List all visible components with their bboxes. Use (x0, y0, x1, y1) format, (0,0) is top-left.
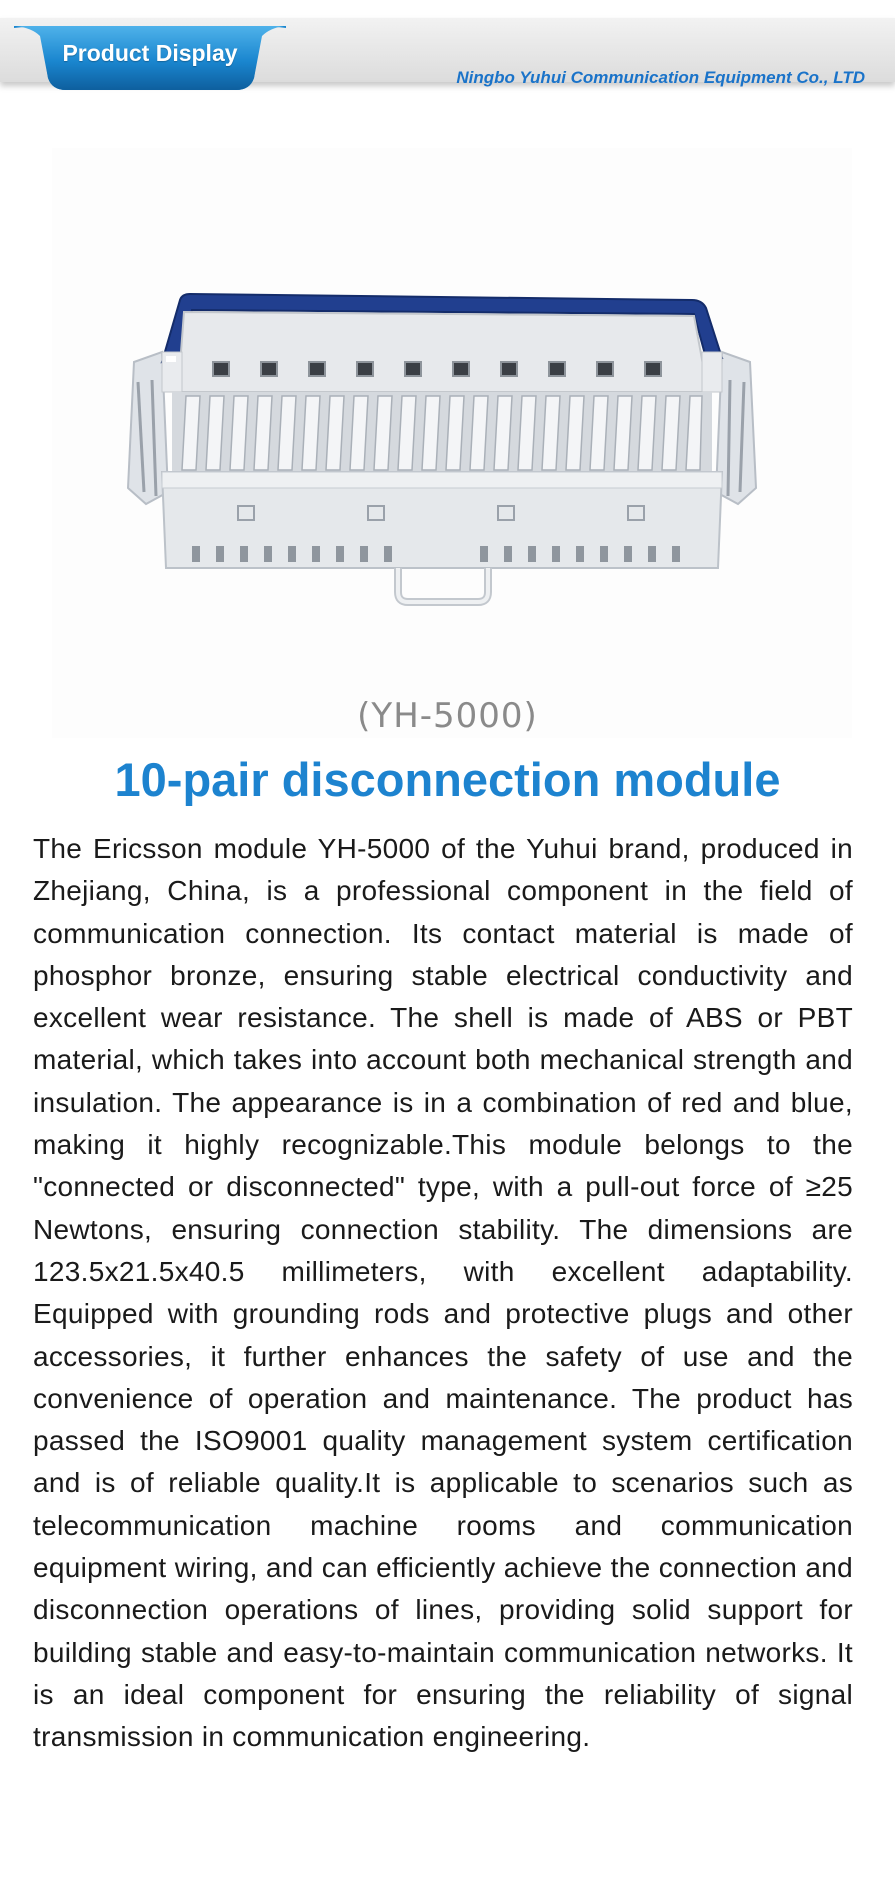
tab-label: Product Display (62, 40, 238, 66)
product-model: (YH-5000) (357, 696, 538, 736)
disconnection-module-photo (122, 292, 762, 612)
product-description: The Ericsson module YH-5000 of the Yuhui brand, produced in Zhejiang, China, is a professional component in the field of communication connection. Its contact material is made of phosphor bronze, ensuring stable electrical conductivity and excellent wear resistance. The shell is made of ABS or PBT material, which takes into account both mechanical strength and insulation. The appearance is in a combination of red and blue, making it highly recognizable.This module belongs to the "connected or disconnected" type, with a pull-out force of ≥25 Newtons, ensuring connection stability. The dimensions are 123.5x21.5x40.5 millimeters, with excellent adaptability. Equipped with grounding rods and protective plugs and other accessories, it further enhances the safety of use and the convenience of operation and maintenance. The product has passed the ISO9001 quality management system certification and is of reliable quality.It is applicable to scenarios such as telecommunication machine rooms and communication equipment wiring, and can efficiently achieve the connection and disconnection operations of lines, providing solid support for building stable and easy-to-maintain communication networks. It is an ideal component for ensuring the reliability of signal transmission in communication engineering. (33, 833, 853, 1753)
company-name: Ningbo Yuhui Communication Equipment Co., LTD (456, 68, 865, 87)
product-title: 10-pair disconnection module (114, 753, 781, 806)
product-display-tab[interactable] (14, 26, 286, 92)
header-bar (0, 18, 895, 87)
